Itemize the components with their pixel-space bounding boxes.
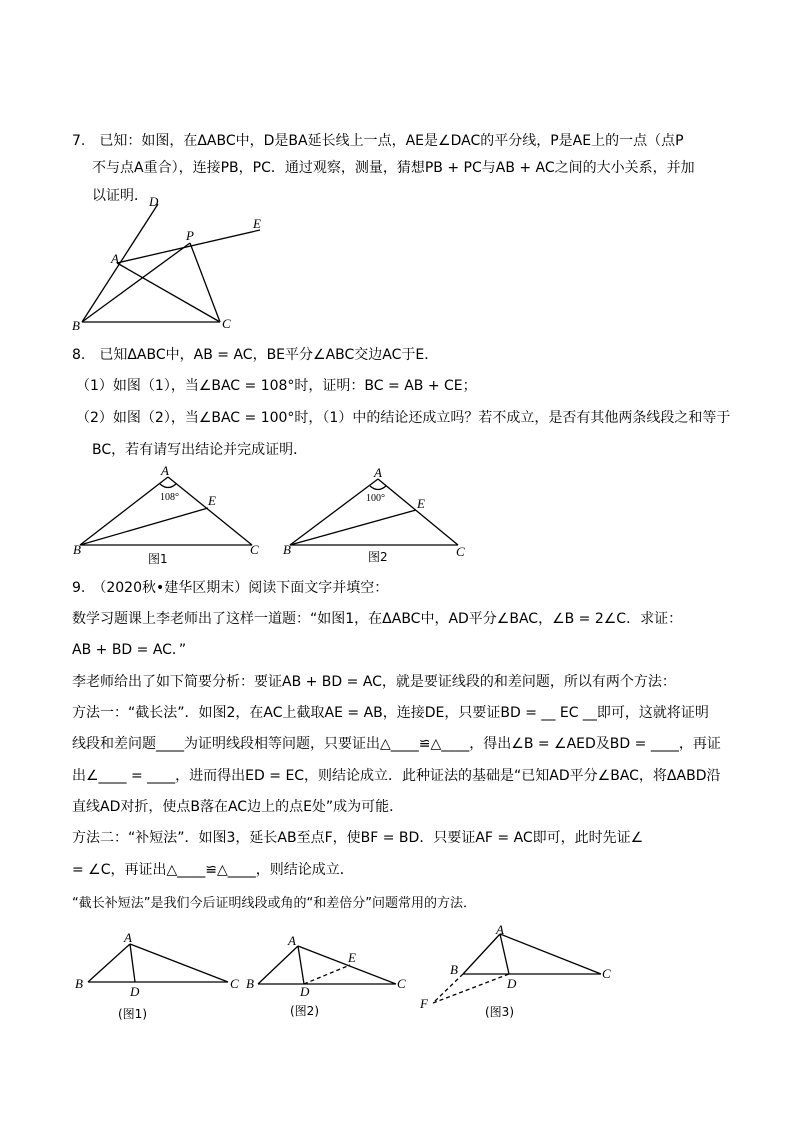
q9-line-1: 9. （2020秋•建华区期末）阅读下面文字并填空： — [72, 580, 389, 596]
q9-fig3-label-F: F — [420, 996, 428, 1011]
q8-fig1-label-C: C — [250, 542, 259, 557]
q7-label-P: P — [186, 228, 194, 243]
q7-line-2: 不与点A重合），连接PB，PC．通过观察，测量，猜想PB + PC与AB + AC之间的大小关系，并加 — [92, 160, 695, 176]
q9-fig3-label-A: A — [496, 922, 504, 937]
q8-fig2-label-A: A — [374, 465, 382, 480]
q9-line-5: 方法一：“截长法”．如图2，在AC上截取AE = AB，连接DE，只要证BD = __ EC __即可，这就将证明 — [72, 705, 709, 721]
q8-fig2-label-B: B — [283, 542, 291, 557]
q8-line-3: （2）如图（2），当∠BAC = 100°时，（1）中的结论还成立吗？若不成立，是否有其他两条线段之和等于 — [76, 410, 731, 426]
q9-fig2-label-A: A — [288, 933, 296, 948]
q8-fig1-label-B: B — [73, 542, 81, 557]
q9-fig2-label-D: D — [300, 984, 310, 999]
q9-figure-3 — [415, 922, 625, 1032]
q9-figure-1 — [70, 930, 250, 1030]
q7-figure — [60, 190, 280, 340]
q9-fig2-label-C: C — [397, 976, 406, 991]
q7-label-E: E — [253, 216, 261, 231]
q8-fig1-caption: 图1 — [148, 552, 168, 566]
q9-line-8: 直线AD对折，使点B落在AC边上的点E处”成为可能． — [72, 799, 404, 815]
q9-fig1-caption: (图1) — [118, 1007, 147, 1021]
q9-line-9: 方法二：“补短法”．如图3，延长AB至点F，使BF = BD．只要证AF = AC即可，此时先证∠ — [72, 830, 644, 846]
q7-label-D: D — [149, 194, 159, 209]
q8-fig2-caption: 图2 — [368, 550, 388, 564]
q8-fig2-label-C: C — [456, 544, 465, 559]
q8-fig1-angle: 108° — [160, 492, 179, 503]
q8-fig1-label-A: A — [161, 463, 169, 478]
q9-fig3-label-D: D — [507, 976, 517, 991]
q9-fig3-caption: (图3) — [485, 1005, 514, 1019]
q7-line-3: 以证明． — [92, 188, 148, 204]
q7-label-A: A — [111, 251, 119, 266]
q8-fig2-label-E: E — [417, 496, 425, 511]
q9-line-7: 出∠____ = ____，进而得出ED = EC，则结论成立．此种证法的基础是“已知AD平分∠BAC，将ΔABD沿 — [72, 768, 721, 784]
q7-label-B: B — [72, 318, 80, 333]
q8-fig2-angle: 100° — [366, 493, 385, 504]
q8-figure-1 — [70, 465, 270, 565]
q9-line-6: 线段和差问题____为证明线段相等问题，只要证出△____≌△____，得出∠B = ∠AED及BD = ____，再证 — [72, 736, 721, 752]
q8-line-4: BC，若有请写出结论并完成证明． — [92, 442, 308, 458]
q7-label-C: C — [222, 316, 231, 331]
q9-fig1-label-D: D — [130, 984, 140, 999]
q9-fig3-label-B: B — [450, 962, 458, 977]
q9-figure-2 — [240, 930, 420, 1030]
q9-line-2: 数学习题课上李老师出了这样一道题：“如图1，在ΔABC中，AD平分∠BAC，∠B = 2∠C．求证： — [72, 611, 683, 627]
q9-fig2-label-B: B — [246, 976, 254, 991]
q9-fig2-label-E: E — [348, 950, 356, 965]
q9-line-4: 李老师给出了如下简要分析：要证AB + BD = AC，就是要证线段的和差问题，所以有两个方法： — [72, 674, 676, 690]
q7-line-1: 7. 已知：如图，在ΔABC中，D是BA延长线上一点，AE是∠DAC的平分线，P是AE上的一点（点P — [72, 133, 684, 149]
q9-fig1-label-C: C — [230, 976, 239, 991]
q9-fig2-caption: (图2) — [290, 1004, 319, 1018]
q9-note: “截长补短法”是我们今后证明线段或角的“和差倍分”问题常用的方法． — [72, 896, 476, 911]
q8-line-1: 8. 已知ΔABC中，AB = AC，BE平分∠ABC交边AC于E． — [72, 347, 439, 363]
q8-line-2: （1）如图（1），当∠BAC = 108°时，证明：BC = AB + CE； — [76, 378, 477, 394]
q8-figure-2 — [280, 465, 480, 565]
q9-fig3-label-C: C — [602, 966, 611, 981]
q9-fig1-label-A: A — [124, 930, 132, 945]
q9-fig1-label-B: B — [75, 976, 83, 991]
q9-line-3: AB + BD = AC．” — [72, 642, 187, 658]
q9-line-10: = ∠C，再证出△____≌△____，则结论成立． — [72, 862, 354, 878]
q8-fig1-label-E: E — [208, 493, 216, 508]
